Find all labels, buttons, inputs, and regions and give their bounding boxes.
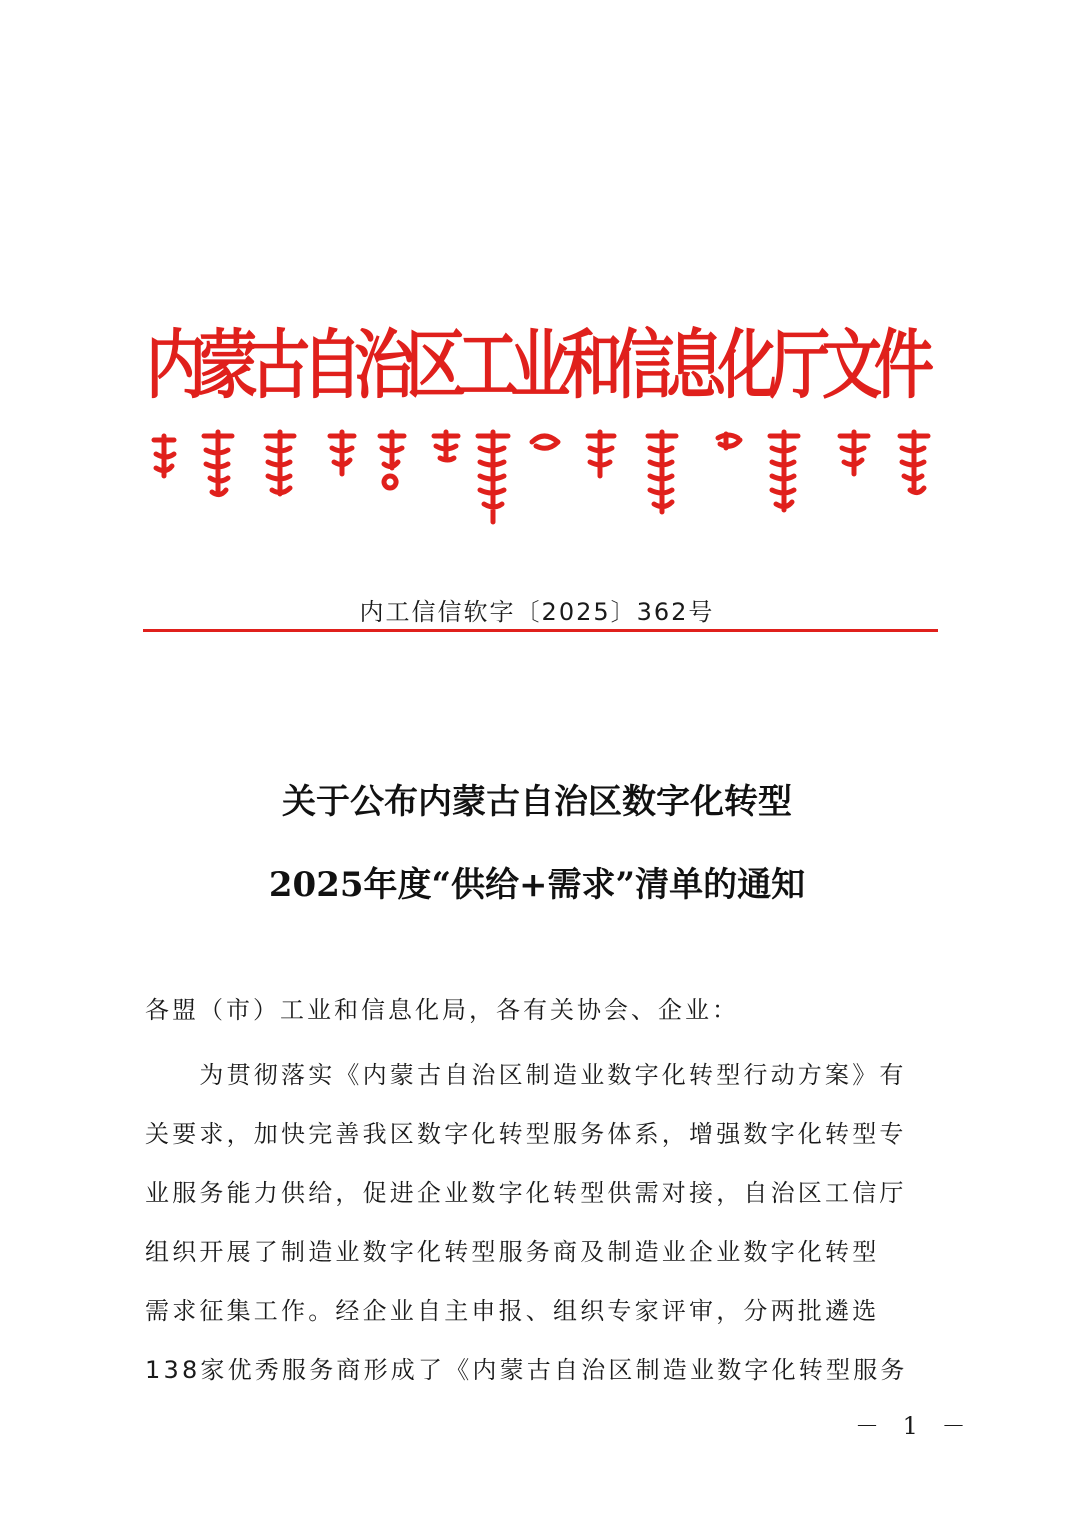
document-title-line-1: 关于公布内蒙古自治区数字化转型 [282, 782, 792, 822]
document-header-title: 内蒙古自治区工业和信息化厅文件 [146, 322, 926, 410]
body-line: 138家优秀服务商形成了《内蒙古自治区制造业数字化转型服务 [145, 1356, 908, 1384]
page-number: － 1 － [855, 1412, 974, 1440]
document-number: 内工信信软字〔2025〕362号 [359, 598, 715, 626]
body-line: 关要求，加快完善我区数字化转型服务体系，增强数字化转型专 [145, 1120, 907, 1148]
salutation: 各盟（市）工业和信息化局，各有关协会、企业： [145, 996, 739, 1024]
red-divider-line [143, 629, 938, 632]
body-line: 组织开展了制造业数字化转型服务商及制造业企业数字化转型 [145, 1238, 880, 1266]
mongolian-script-header [140, 418, 940, 528]
body-paragraph [145, 1046, 941, 1400]
document-title-line-2: 2025年度“供给+需求”清单的通知 [268, 865, 806, 905]
body-line: 为贯彻落实《内蒙古自治区制造业数字化转型行动方案》有 [145, 1061, 907, 1089]
body-line: 业服务能力供给，促进企业数字化转型供需对接，自治区工信厅 [145, 1179, 907, 1207]
body-line: 需求征集工作。经企业自主申报、组织专家评审，分两批遴选 [145, 1297, 880, 1325]
